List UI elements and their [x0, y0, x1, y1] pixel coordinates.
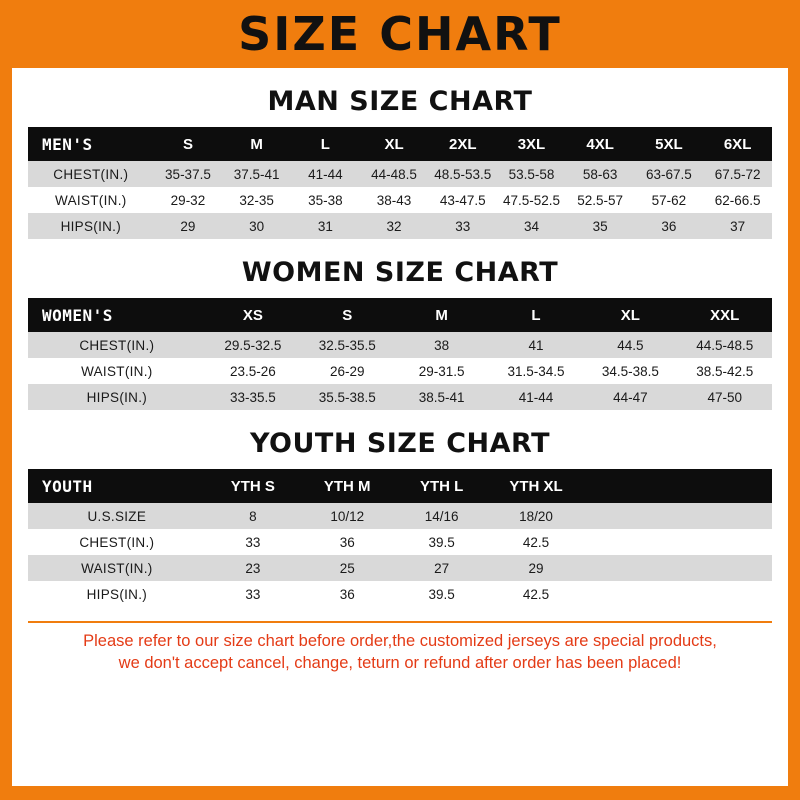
cell: 29-32 — [154, 187, 223, 213]
cell: 67.5-72 — [703, 161, 772, 187]
table-row — [28, 187, 772, 213]
row-label: HIPS(IN.) — [28, 384, 206, 410]
column-header: XS — [206, 298, 300, 332]
content — [12, 86, 788, 675]
cell: 57-62 — [635, 187, 704, 213]
cell: 29.5-32.5 — [206, 332, 300, 358]
cell: 58-63 — [566, 161, 635, 187]
cell: 36 — [300, 581, 394, 607]
cell: 62-66.5 — [703, 187, 772, 213]
cell: 33-35.5 — [206, 384, 300, 410]
row-label: WAIST(IN.) — [28, 187, 154, 213]
row-label: WAIST(IN.) — [28, 555, 206, 581]
cell: 35.5-38.5 — [300, 384, 394, 410]
cell — [583, 555, 677, 581]
cell: 29-31.5 — [394, 358, 488, 384]
men-corner-header: MEN'S — [28, 127, 154, 161]
table-row — [28, 161, 772, 187]
cell: 8 — [206, 503, 300, 529]
cell: 31 — [291, 213, 360, 239]
column-header: 3XL — [497, 127, 566, 161]
table-row — [28, 581, 772, 607]
cell: 30 — [222, 213, 291, 239]
men-size-table — [28, 127, 772, 239]
cell: 44-48.5 — [360, 161, 429, 187]
table-header-row — [28, 469, 772, 503]
table-row — [28, 503, 772, 529]
column-header: YTH M — [300, 469, 394, 503]
cell: 41-44 — [291, 161, 360, 187]
cell — [678, 503, 772, 529]
cell: 37 — [703, 213, 772, 239]
row-label: CHEST(IN.) — [28, 161, 154, 187]
cell: 52.5-57 — [566, 187, 635, 213]
cell: 32-35 — [222, 187, 291, 213]
cell: 44.5-48.5 — [678, 332, 772, 358]
cell — [583, 581, 677, 607]
column-header — [583, 469, 677, 503]
column-header: 6XL — [703, 127, 772, 161]
column-header: XXL — [678, 298, 772, 332]
cell — [583, 529, 677, 555]
row-label: WAIST(IN.) — [28, 358, 206, 384]
column-header — [678, 469, 772, 503]
row-label: HIPS(IN.) — [28, 581, 206, 607]
column-header: M — [222, 127, 291, 161]
men-section-title: MAN SIZE CHART — [267, 86, 533, 117]
row-label: CHEST(IN.) — [28, 332, 206, 358]
men-table-body — [28, 161, 772, 239]
cell: 44.5 — [583, 332, 677, 358]
cell — [678, 555, 772, 581]
cell — [678, 581, 772, 607]
cell: 23 — [206, 555, 300, 581]
table-row — [28, 529, 772, 555]
policy-note-line-1: Please refer to our size chart before order,the customized jerseys are special products, — [83, 632, 717, 650]
cell: 38.5-42.5 — [678, 358, 772, 384]
cell: 43-47.5 — [428, 187, 497, 213]
cell: 63-67.5 — [635, 161, 704, 187]
cell: 26-29 — [300, 358, 394, 384]
policy-note-line-2: we don't accept cancel, change, teturn or refund after order has been placed! — [118, 653, 682, 672]
table-row — [28, 555, 772, 581]
cell: 42.5 — [489, 581, 583, 607]
table-header-row — [28, 298, 772, 332]
cell: 23.5-26 — [206, 358, 300, 384]
policy-note — [28, 621, 772, 675]
women-corner-header: WOMEN'S — [28, 298, 206, 332]
women-section-title: WOMEN SIZE CHART — [241, 257, 559, 288]
cell: 32 — [360, 213, 429, 239]
cell: 38 — [394, 332, 488, 358]
cell: 53.5-58 — [497, 161, 566, 187]
table-row — [28, 213, 772, 239]
column-header: YTH L — [394, 469, 488, 503]
cell: 39.5 — [394, 581, 488, 607]
page-title: SIZE CHART — [238, 7, 562, 61]
cell: 27 — [394, 555, 488, 581]
cell: 25 — [300, 555, 394, 581]
youth-table-head — [28, 469, 772, 503]
cell: 37.5-41 — [222, 161, 291, 187]
cell: 32.5-35.5 — [300, 332, 394, 358]
cell: 33 — [428, 213, 497, 239]
cell: 48.5-53.5 — [428, 161, 497, 187]
cell: 29 — [489, 555, 583, 581]
cell: 33 — [206, 529, 300, 555]
cell: 35-37.5 — [154, 161, 223, 187]
youth-size-table — [28, 469, 772, 607]
cell: 33 — [206, 581, 300, 607]
row-label: HIPS(IN.) — [28, 213, 154, 239]
cell: 38-43 — [360, 187, 429, 213]
cell: 34 — [497, 213, 566, 239]
bottom-accent-strip — [0, 786, 800, 800]
cell: 29 — [154, 213, 223, 239]
table-row — [28, 384, 772, 410]
cell: 44-47 — [583, 384, 677, 410]
column-header: S — [154, 127, 223, 161]
cell: 34.5-38.5 — [583, 358, 677, 384]
column-header: XL — [360, 127, 429, 161]
column-header: 4XL — [566, 127, 635, 161]
youth-table-body — [28, 503, 772, 607]
cell: 41-44 — [489, 384, 583, 410]
cell: 10/12 — [300, 503, 394, 529]
men-table-head — [28, 127, 772, 161]
cell: 38.5-41 — [394, 384, 488, 410]
cell: 18/20 — [489, 503, 583, 529]
cell: 35 — [566, 213, 635, 239]
cell: 47-50 — [678, 384, 772, 410]
column-header: L — [489, 298, 583, 332]
cell: 41 — [489, 332, 583, 358]
cell — [678, 529, 772, 555]
column-header: S — [300, 298, 394, 332]
youth-corner-header: YOUTH — [28, 469, 206, 503]
row-label: U.S.SIZE — [28, 503, 206, 529]
cell: 42.5 — [489, 529, 583, 555]
table-row — [28, 358, 772, 384]
women-table-head — [28, 298, 772, 332]
cell: 36 — [635, 213, 704, 239]
table-header-row — [28, 127, 772, 161]
column-header: YTH S — [206, 469, 300, 503]
column-header: XL — [583, 298, 677, 332]
women-size-table — [28, 298, 772, 410]
row-label: CHEST(IN.) — [28, 529, 206, 555]
cell: 14/16 — [394, 503, 488, 529]
cell — [583, 503, 677, 529]
table-row — [28, 332, 772, 358]
column-header: 5XL — [635, 127, 704, 161]
cell: 36 — [300, 529, 394, 555]
banner — [0, 0, 800, 68]
cell: 35-38 — [291, 187, 360, 213]
column-header: L — [291, 127, 360, 161]
cell: 47.5-52.5 — [497, 187, 566, 213]
youth-section-title: YOUTH SIZE CHART — [249, 428, 551, 459]
column-header: 2XL — [428, 127, 497, 161]
cell: 31.5-34.5 — [489, 358, 583, 384]
women-table-body — [28, 332, 772, 410]
column-header: M — [394, 298, 488, 332]
column-header: YTH XL — [489, 469, 583, 503]
cell: 39.5 — [394, 529, 488, 555]
